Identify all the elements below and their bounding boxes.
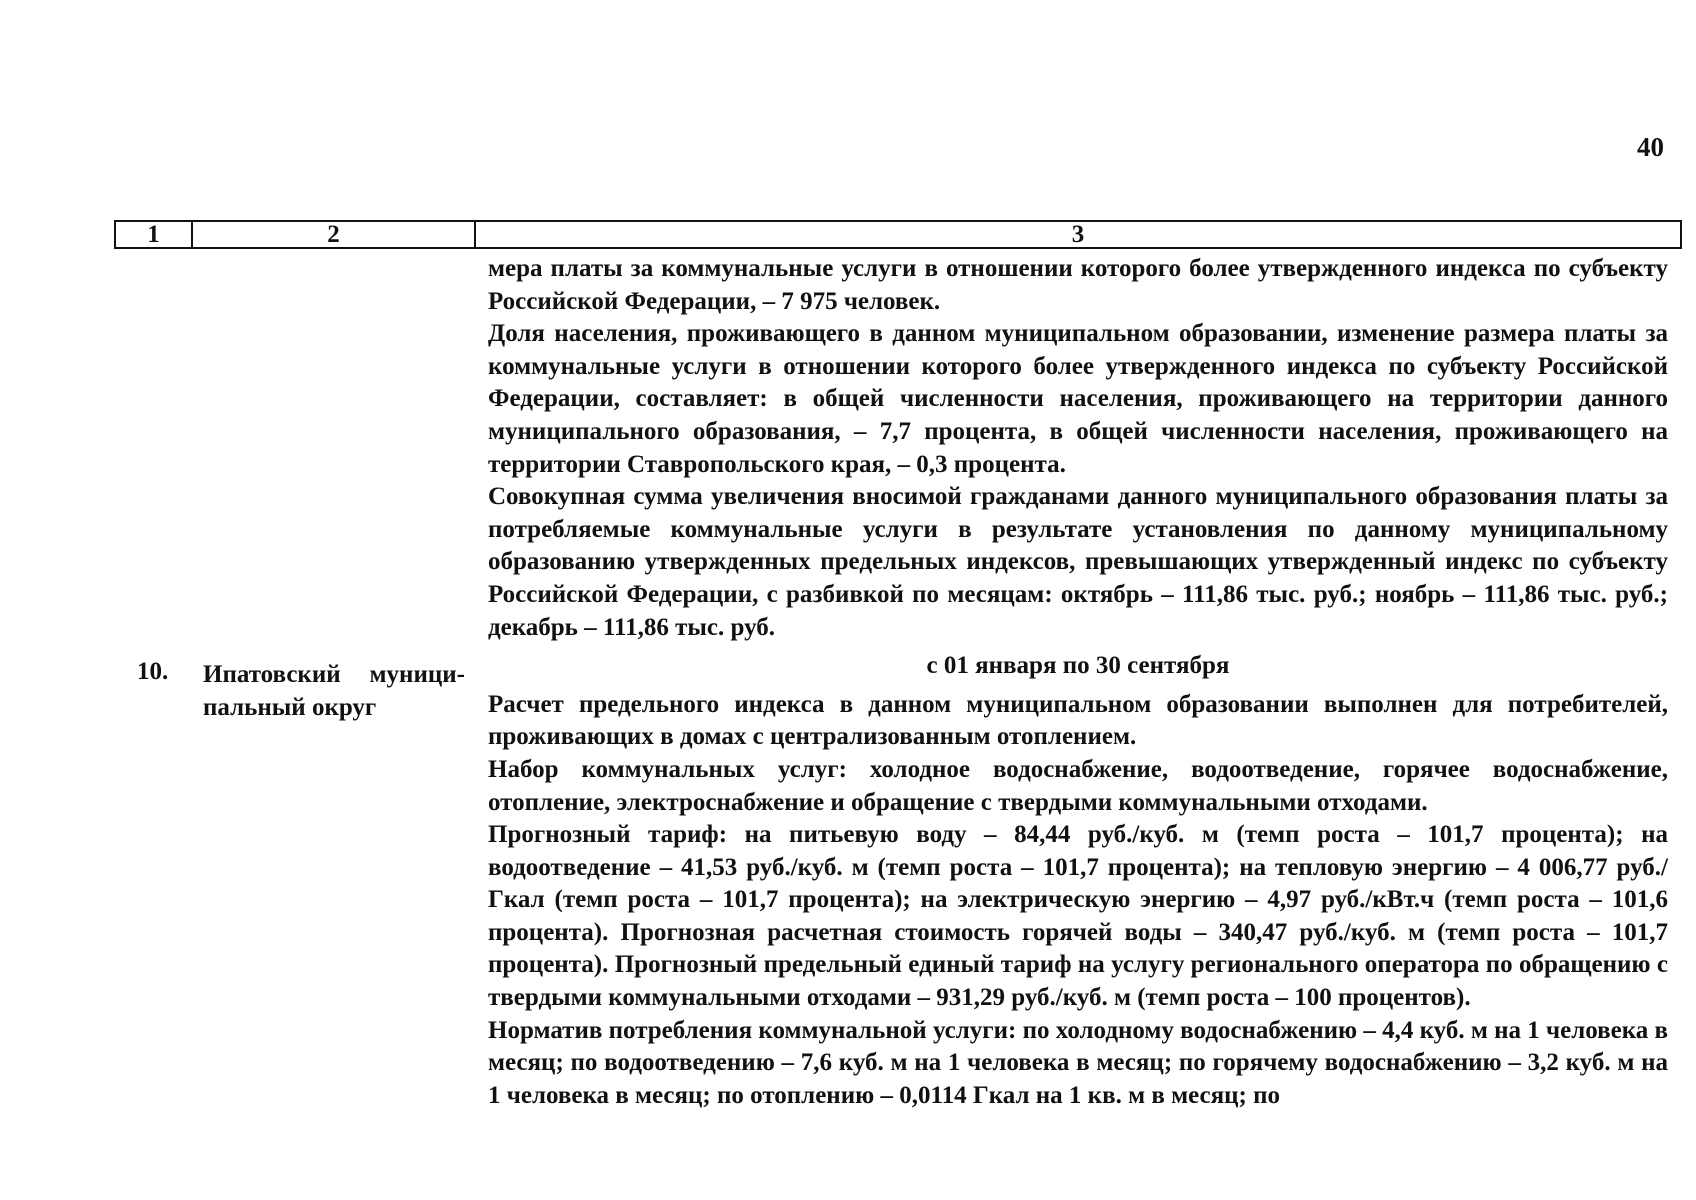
page-number: 40 xyxy=(1637,132,1664,162)
table-header-row xyxy=(114,220,1682,249)
paragraph: Прогнозный тариф: на питьевую воду – 84,44 руб./куб. м (темп роста – 101,7 процента); на водоотведение – 41,53 руб./куб. м (темп роста – 101,7 процента); на тепловую энергию – 4 006,77 руб./Гкал (темп роста – 101,7 процента); на электрическую энергию – 4,97 руб./кВт.ч (темп роста – 101,6 процента). Прогнозная расчетная стоимость горячей воды – 340,47 руб./куб. м (темп роста – 101,7 процента). Прогнозный предельный единый тариф на услугу регионального оператора по обращению с твердыми коммунальными отходами – 931,29 руб./куб. м (темп роста – 100 процентов). xyxy=(488,821,1668,1012)
header-cell-1: 1 xyxy=(116,222,193,247)
content-column xyxy=(488,253,1668,1112)
header-cell-2: 2 xyxy=(193,222,476,247)
paragraph: Совокупная сумма увеличения вносимой гражданами данного муниципального образования платы за потребляемые коммунальные услуги в результате установления по данному муниципальному образованию утвержденных предельных индексов, превышающих утвержденный индекс по субъекту Российской Федерации, с разбивкой по месяцам: октябрь – 111,86 тыс. руб.; ноябрь – 111,86 тыс. руб.; декабрь – 111,86 тыс. руб. xyxy=(488,483,1668,641)
paragraph: мера платы за коммунальные услуги в отношении которого более утвержденного индекса по субъекту Российской Федерации, – 7 975 человек. xyxy=(488,255,1668,315)
period-heading: с 01 января по 30 сентября xyxy=(926,652,1230,680)
row-number: 10. xyxy=(137,658,169,685)
municipality-name-line-1: Ипатовский муници- xyxy=(203,661,465,688)
paragraph: Норматив потребления коммунальной услуги: по холодному водоснабжению – 4,4 куб. м на 1 человека в месяц; по водоотведению – 7,6 куб. м на 1 человека в месяц; по горячему водоснабжению – 3,2 куб. м на 1 человека в месяц; по отоплению – 0,0114 Гкал на 1 кв. м в месяц; по xyxy=(488,1016,1668,1109)
municipality-name xyxy=(203,658,465,724)
municipality-name-line-2: пальный округ xyxy=(203,694,377,721)
paragraph: Доля населения, проживающего в данном муниципальном образовании, изменение размера платы за коммунальные услуги в отношении которого более утвержденного индекса по субъекту Российской Федерации, составляет: в общей численности населения, проживающего на территории данного муниципального образования, – 7,7 процента, в общей численности населения, проживающего на территории Ставропольского края, – 0,3 процента. xyxy=(488,320,1668,478)
header-cell-3: 3 xyxy=(1071,221,1085,248)
paragraph: Набор коммунальных услуг: холодное водоснабжение, водоотведение, горячее водоснабжение, отопление, электроснабжение и обращение с твердыми коммунальными отходами. xyxy=(488,755,1668,816)
paragraph: Расчет предельного индекса в данном муниципальном образовании выполнен для потребителей, проживающих в домах с централизованным отоплением. xyxy=(488,690,1668,751)
